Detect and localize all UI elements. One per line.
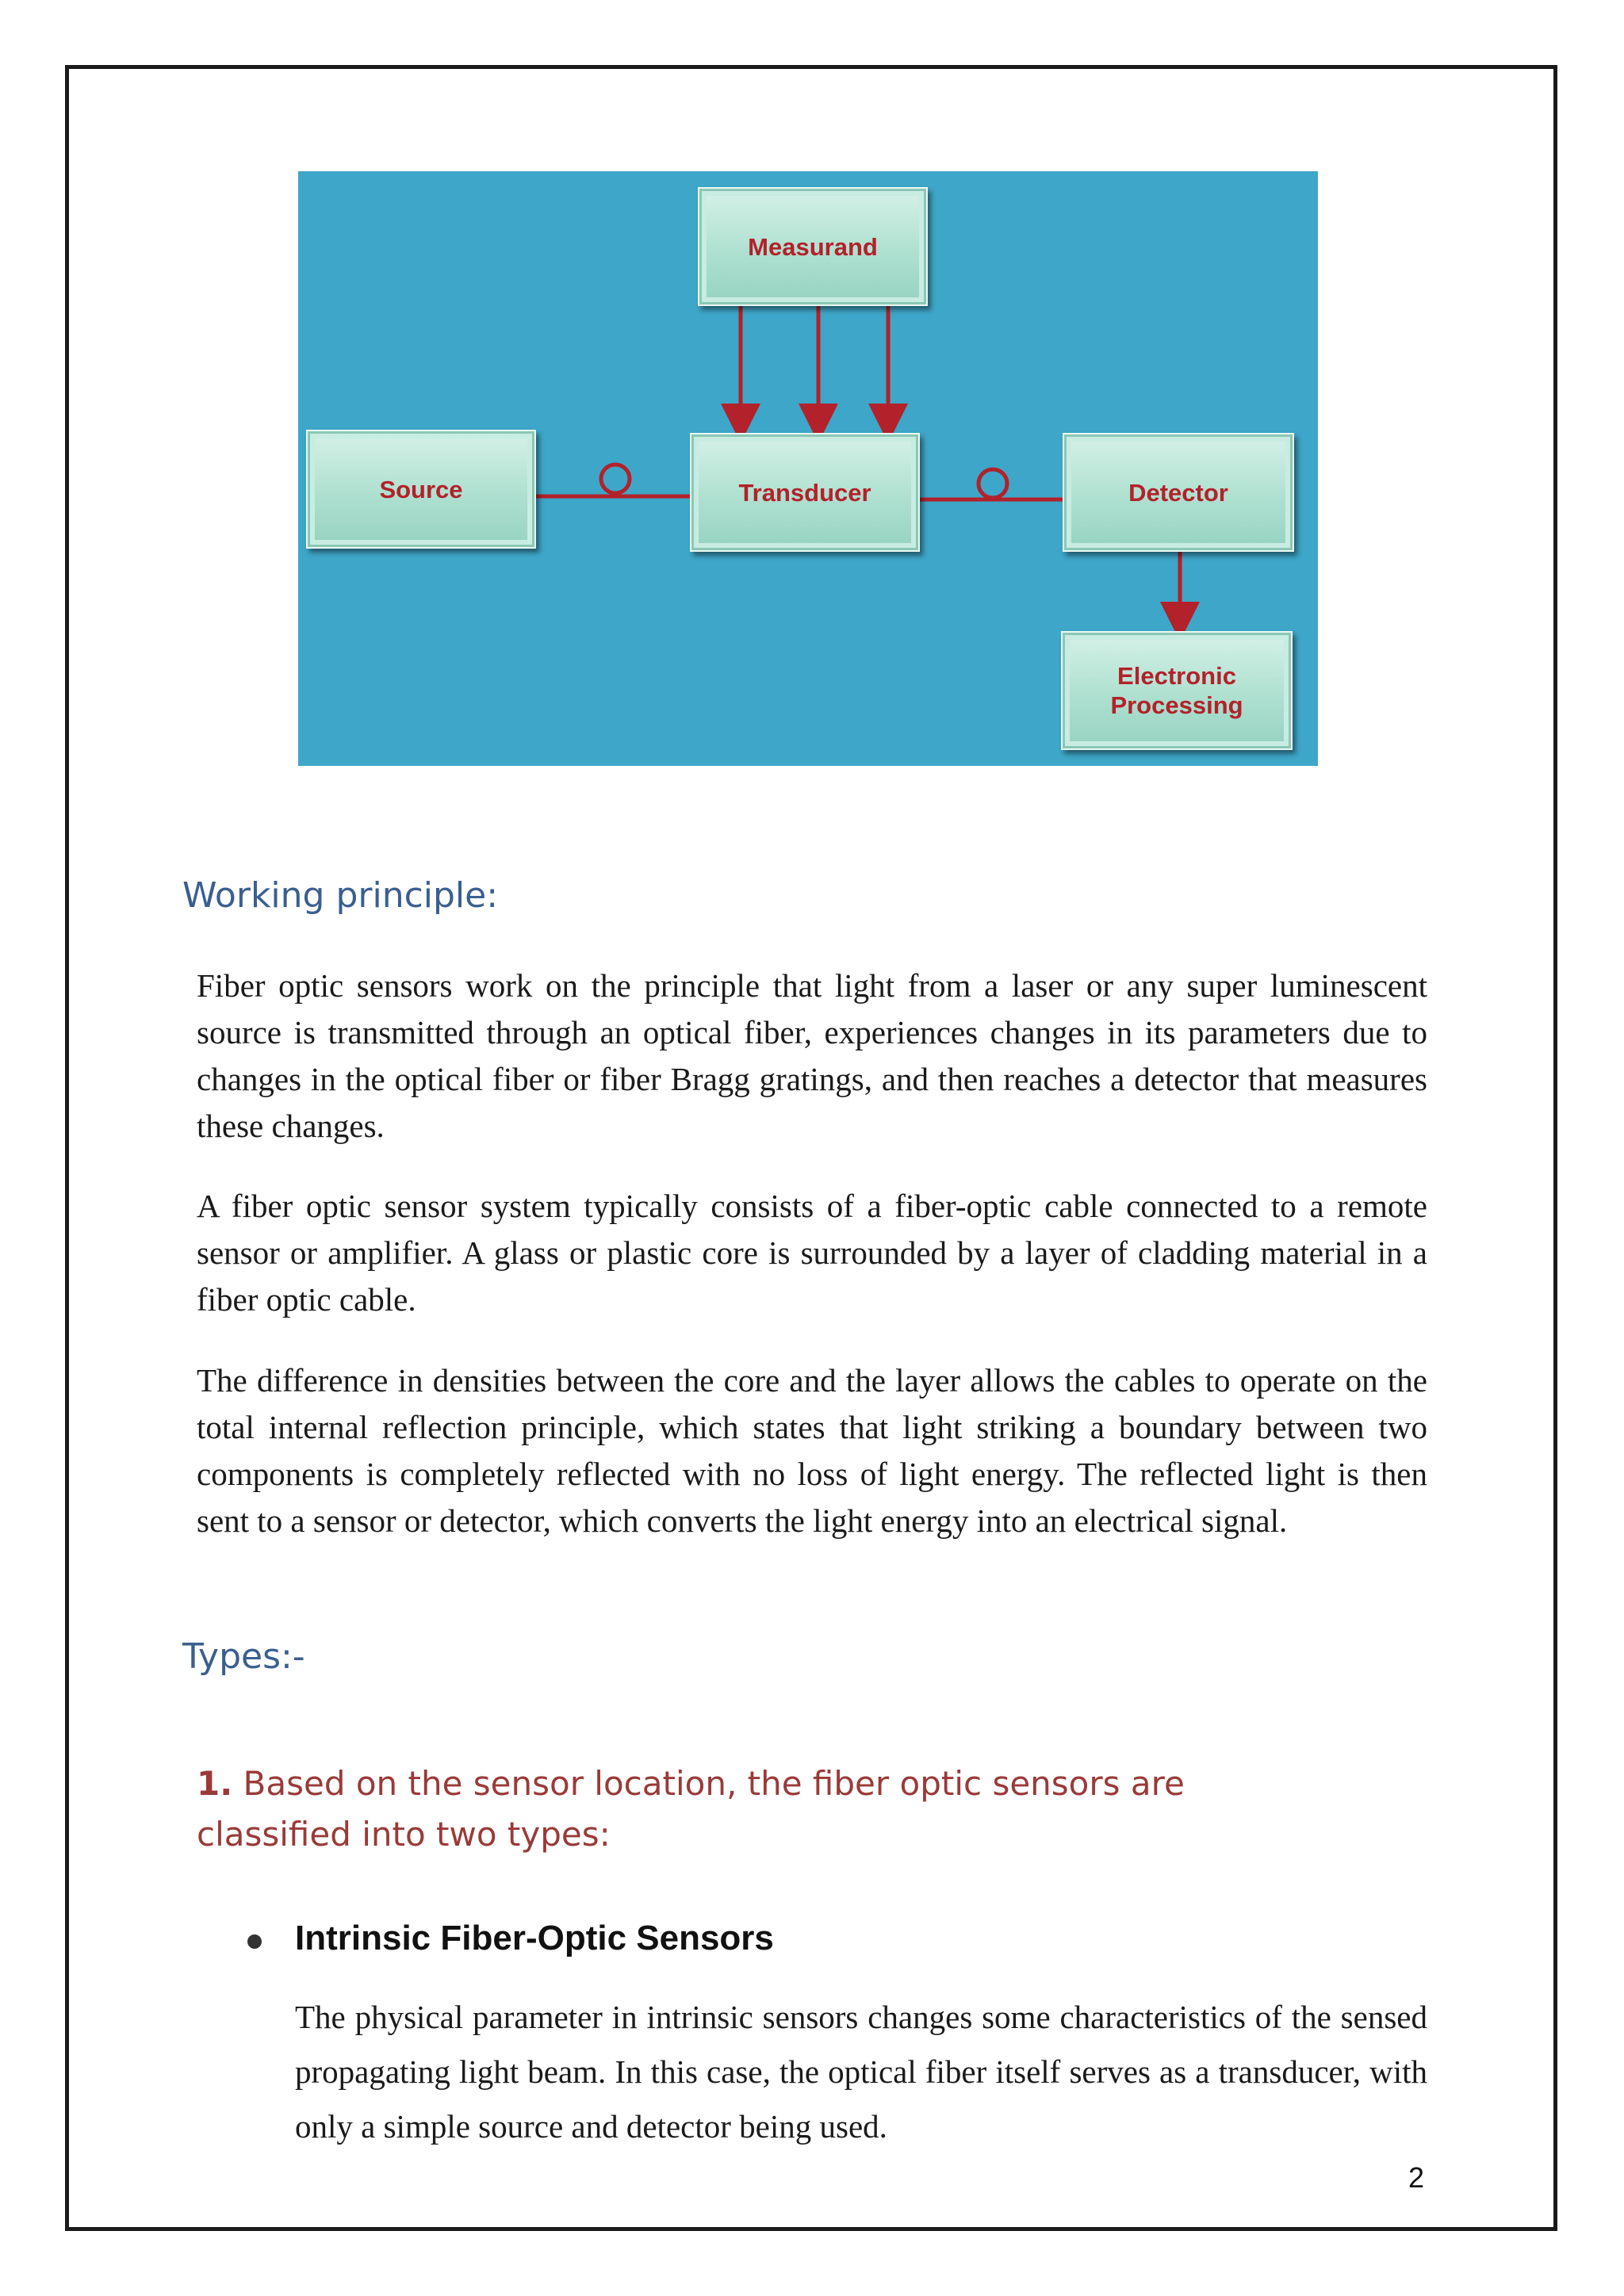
- intrinsic-sensors-title: Intrinsic Fiber-Optic Sensors: [295, 1919, 774, 1957]
- types-heading: Types:-: [182, 1636, 305, 1677]
- detector-box: [1063, 433, 1294, 552]
- intrinsic-sensors-text: The physical parameter in intrinsic sensors changes some characteristics of the sensed propagating light beam. In this case, the optical fiber itself serves as a transducer, with only a simple source and detector being used.: [295, 1999, 1427, 2145]
- transducer-label: Transducer: [738, 478, 871, 507]
- fiber-loop-1: [601, 465, 630, 493]
- paragraph-1: Fiber optic sensors work on the principle that light from a laser or any super luminescent source is transmitted through an optical fiber, experiences changes in its parameters due to changes in the optical fiber or fiber Bragg gratings, and then reaches a detector that measures these changes.: [197, 967, 1427, 1144]
- classification-text: Based on the sensor location, the fiber optic sensors are classified into two types:: [197, 1764, 1185, 1854]
- detector-label: Detector: [1128, 478, 1228, 507]
- classification-number: 1.: [197, 1764, 233, 1803]
- measurand-box: [698, 187, 928, 306]
- classification-heading: [197, 1758, 1228, 1860]
- source-box: [306, 430, 536, 549]
- paragraph-2: A fiber optic sensor system typically consists of a fiber-optic cable connected to a remote sensor or amplifier. A glass or plastic core is surrounded by a layer of cladding material in a fiber optic cable.: [197, 1188, 1427, 1318]
- measurand-label: Measurand: [748, 232, 878, 261]
- fiber-loop-2: [979, 469, 1007, 498]
- source-label: Source: [379, 475, 463, 503]
- transducer-box: [690, 433, 920, 552]
- electronic-processing-label-line2: Processing: [1110, 691, 1243, 719]
- working-principle-heading: Working principle:: [182, 875, 499, 916]
- electronic-processing-label-line1: Electronic: [1117, 662, 1236, 690]
- fiber-optic-sensor-diagram: [298, 171, 1318, 766]
- bullet-dot: [247, 1934, 262, 1949]
- paragraph-3: The difference in densities between the core and the layer allows the cables to operate on the total internal reflection principle, which states that light striking a boundary between two components is completely reflected with no loss of light energy. The reflected light is then sent to a sensor or detector, which converts the light energy into an electrical signal.: [197, 1362, 1427, 1539]
- electronic-processing-box: [1061, 631, 1293, 750]
- page-number: 2: [1408, 2161, 1425, 2194]
